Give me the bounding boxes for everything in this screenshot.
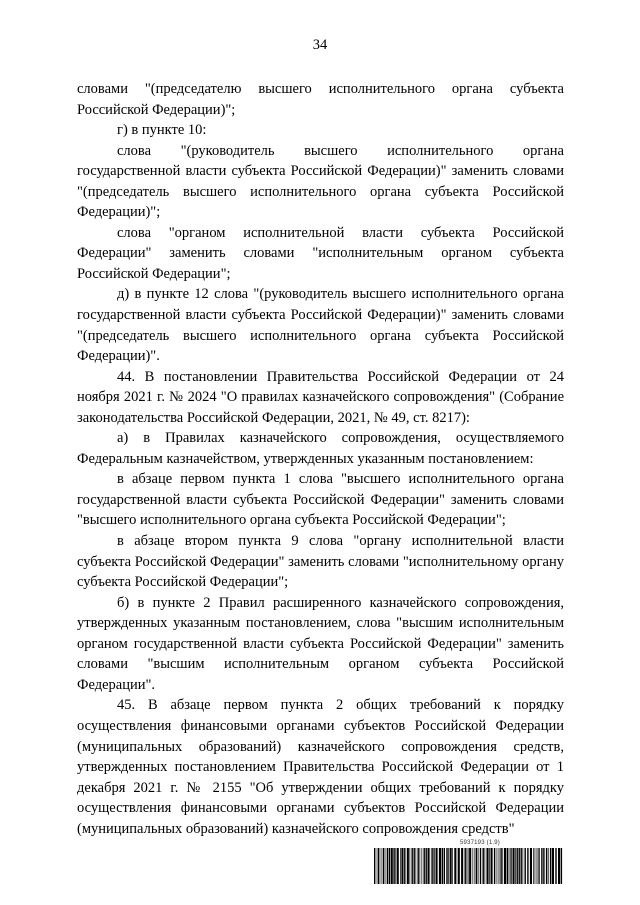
paragraph-6: 44. В постановлении Правительства Российской Федерации от 24 ноября 2021 г. № 2024 "О правилах казначейского сопровождения" (Собрание законодательства Российской Федерации, 2021, № 49, ст. 8217): xyxy=(77,368,564,426)
paragraph-2: г) в пункте 10: xyxy=(117,122,207,139)
paragraph-3: слова "(руководитель высшего исполнительного органа государственной власти субъекта Российской Федерации)" заменить словами "(председатель высшего исполнительного органа субъекта Российской Федерации)"; xyxy=(77,142,564,221)
paragraph-4: слова "органом исполнительной власти субъекта Российской Федерации" заменить словами "исполнительным органом субъекта Российской Федерации"; xyxy=(77,224,564,282)
document-body xyxy=(77,79,564,839)
paragraph-8: в абзаце первом пункта 1 слова "высшего исполнительного органа государственной власти субъекта Российской Федерации" заменить словами "высшего исполнительного органа субъекта Российской Федерации"; xyxy=(77,471,564,529)
document-code: 5937193 (1.9) xyxy=(460,840,500,846)
paragraph-10: б) в пункте 2 Правил расширенного казначейского сопровождения, утвержденных указанным постановлением, слова "высшим исполнительным органом государственной власти субъекта Российской Федерации" заменить словами "высшим исполнительным органом субъекта Российской Федерации". xyxy=(77,594,564,693)
barcode-icon xyxy=(374,848,564,884)
paragraph-5: д) в пункте 12 слова "(руководитель высшего исполнительного органа государственной власти субъекта Российской Федерации)" заменить словами "(председатель высшего исполнительного органа субъекта Российской Федерации)". xyxy=(77,286,564,365)
paragraph-7: а) в Правилах казначейского сопровождения, осуществляемого Федеральным казначейством, утвержденных указанным постановлением: xyxy=(77,430,564,467)
paragraph-11: 45. В абзаце первом пункта 2 общих требований к порядку осуществления финансовыми органами субъектов Российской Федерации (муниципальных образований) казначейского сопровождения средств, утвержденных постановлением Правительства Российской Федерации от 1 декабря 2021 г. № 2155 "Об утверждении общих требований к порядку осуществления финансовыми органами субъектов Российской Федерации (муниципальных образований) казначейского сопровождения средств" xyxy=(77,697,564,837)
page-number: 34 xyxy=(312,37,328,53)
paragraph-9: в абзаце втором пункта 9 слова "органу исполнительной власти субъекта Российской Федерации" заменить словами "исполнительному органу субъекта Российской Федерации"; xyxy=(77,533,564,591)
paragraph-1: словами "(председателю высшего исполнительного органа субъекта Российской Федерации)"; xyxy=(77,81,564,118)
